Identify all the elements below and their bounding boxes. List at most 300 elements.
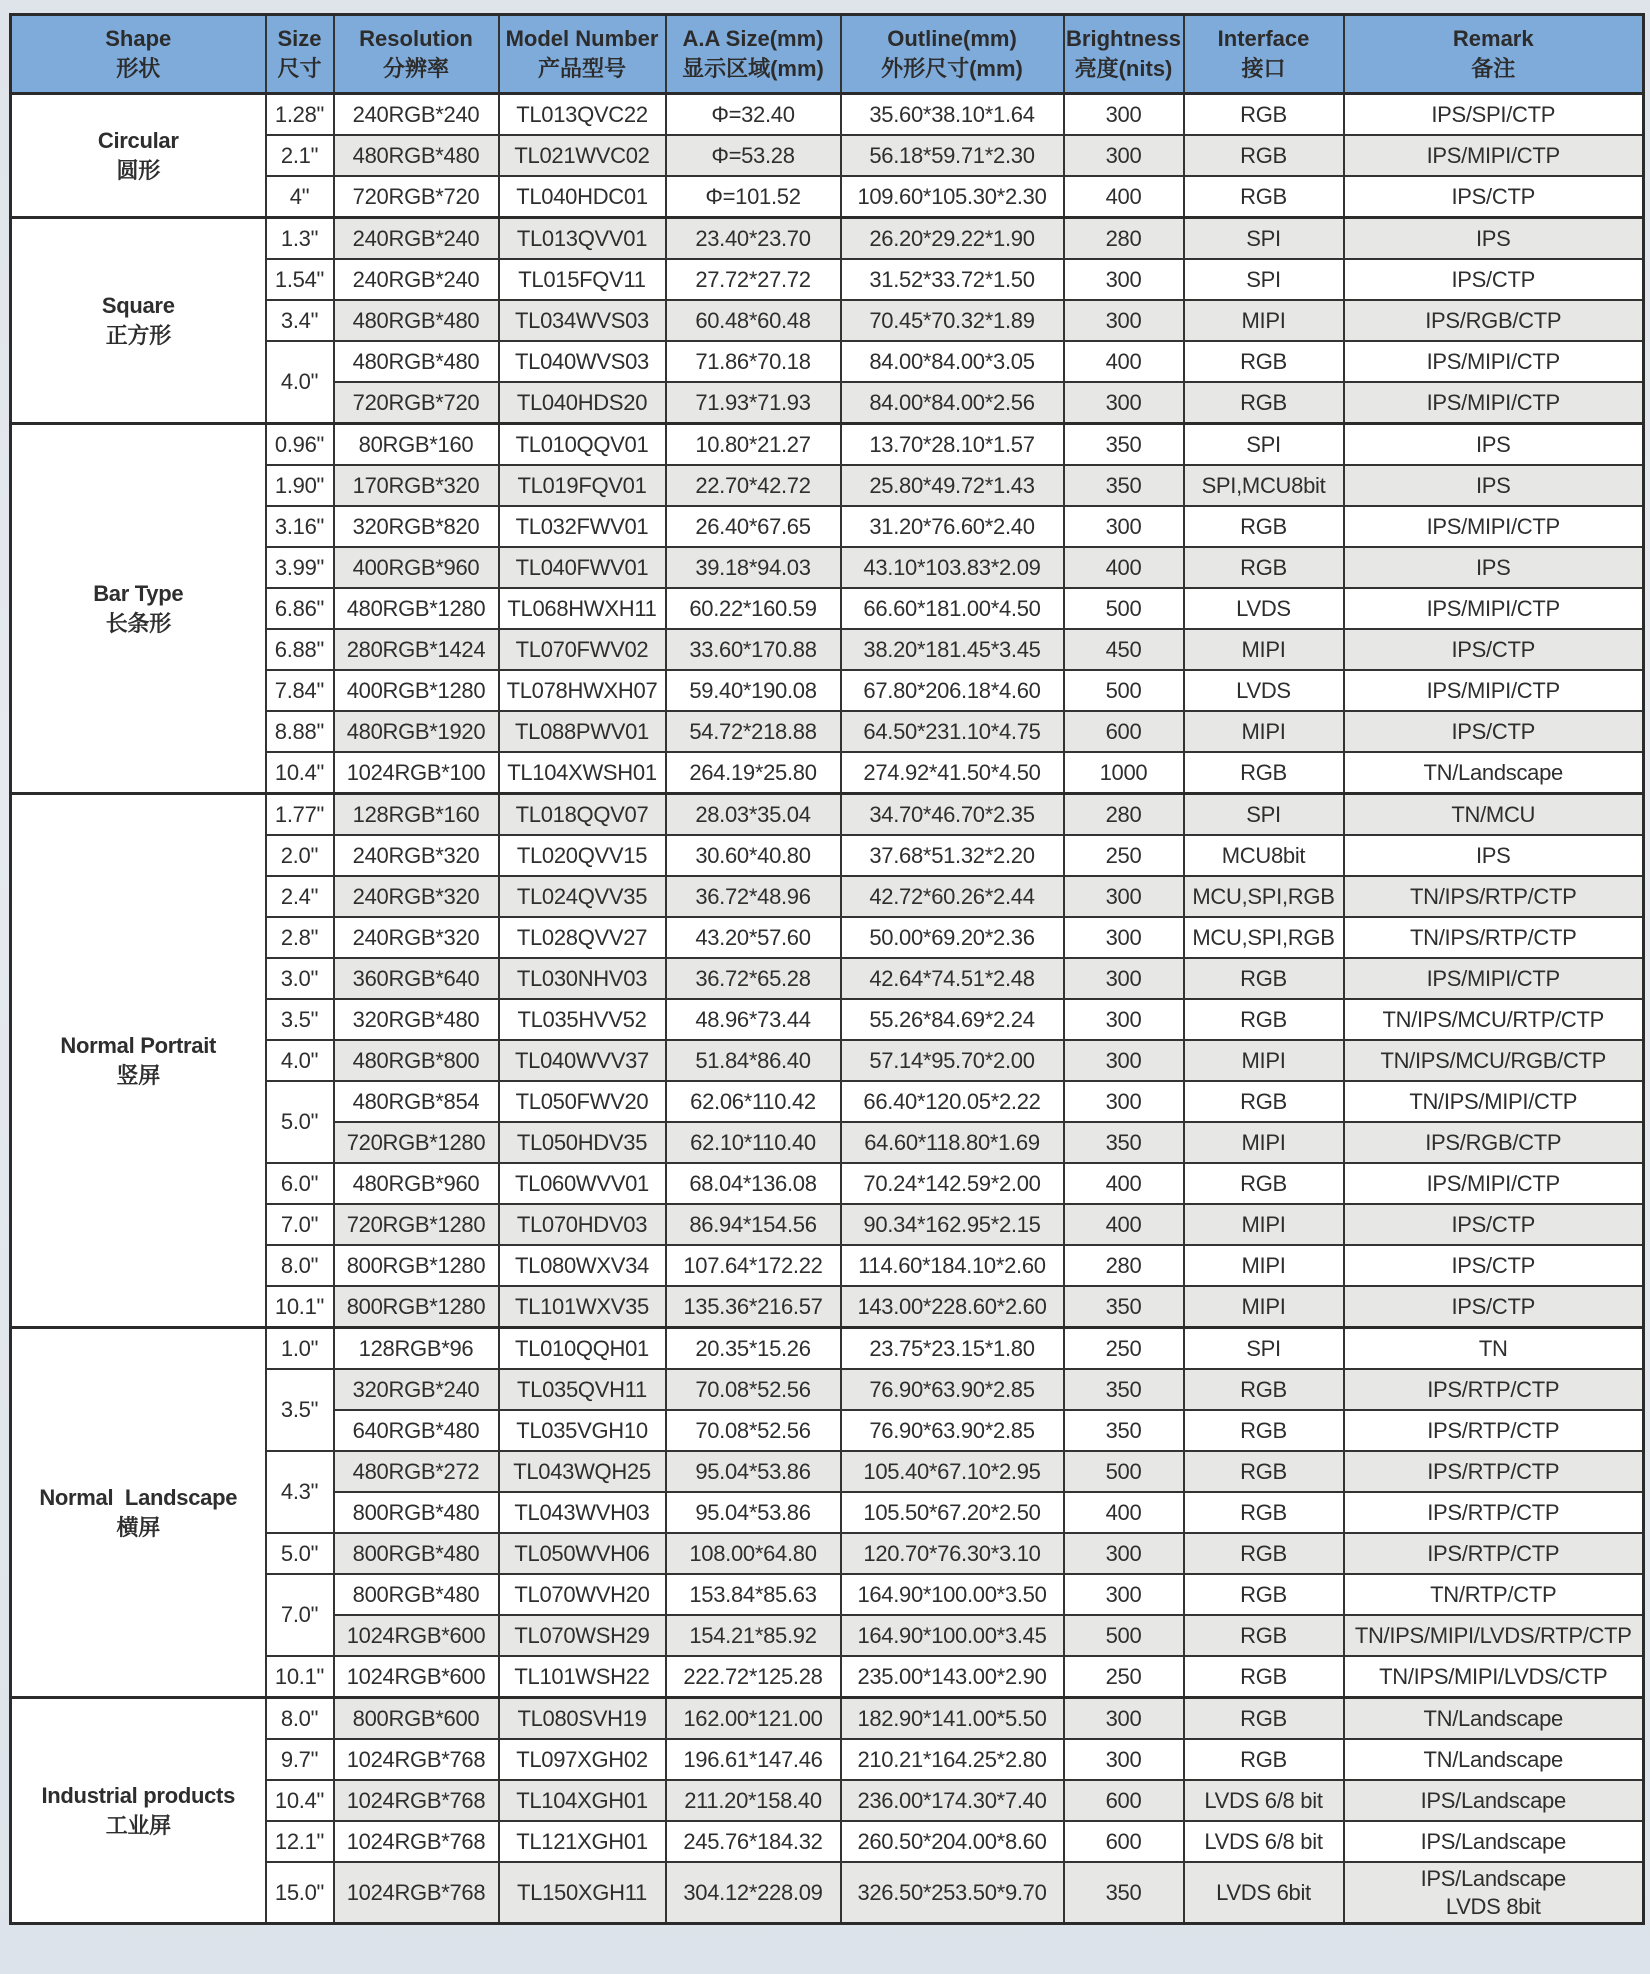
resolution-cell: 80RGB*160: [334, 424, 499, 466]
aa-size-cell: 95.04*53.86: [666, 1451, 841, 1492]
outline-cell: 164.90*100.00*3.50: [841, 1574, 1064, 1615]
aa-size-cell: 153.84*85.63: [666, 1574, 841, 1615]
shape-label-zh: 圆形: [116, 157, 160, 183]
model-number-cell: TL035QVH11: [499, 1369, 666, 1410]
model-number-cell: TL050HDV35: [499, 1122, 666, 1163]
interface-cell: RGB: [1184, 1698, 1344, 1740]
aa-size-cell: 27.72*27.72: [666, 259, 841, 300]
interface-cell: RGB: [1184, 135, 1344, 176]
outline-cell: 235.00*143.00*2.90: [841, 1656, 1064, 1698]
outline-cell: 26.20*29.22*1.90: [841, 218, 1064, 260]
model-number-cell: TL104XWSH01: [499, 752, 666, 794]
brightness-cell: 400: [1064, 547, 1184, 588]
outline-cell: 105.50*67.20*2.50: [841, 1492, 1064, 1533]
resolution-cell: 720RGB*1280: [334, 1122, 499, 1163]
resolution-cell: 480RGB*1280: [334, 588, 499, 629]
remark-cell: IPS/MIPI/CTP: [1344, 958, 1644, 999]
resolution-cell: 800RGB*480: [334, 1574, 499, 1615]
interface-cell: RGB: [1184, 341, 1344, 382]
aa-size-cell: Φ=32.40: [666, 94, 841, 136]
size-cell: 9.7": [266, 1739, 334, 1780]
interface-cell: LVDS 6/8 bit: [1184, 1821, 1344, 1862]
interface-cell: RGB: [1184, 752, 1344, 794]
column-header-label-zh: 外形尺寸(mm): [881, 56, 1023, 81]
shape-label-en: Bar Type: [93, 580, 184, 606]
size-cell: 3.5": [266, 999, 334, 1040]
resolution-cell: 720RGB*720: [334, 382, 499, 424]
remark-cell: IPS/RTP/CTP: [1344, 1533, 1644, 1574]
shape-group-cell: [11, 794, 266, 1328]
size-cell: 1.77": [266, 794, 334, 836]
size-cell: 4.0": [266, 1040, 334, 1081]
shape-group-cell: [11, 1698, 266, 1924]
brightness-cell: 300: [1064, 958, 1184, 999]
brightness-cell: 350: [1064, 1369, 1184, 1410]
column-header-model-number: [499, 15, 666, 94]
brightness-cell: 350: [1064, 1862, 1184, 1924]
model-number-cell: TL013QVC22: [499, 94, 666, 136]
size-cell: 15.0": [266, 1862, 334, 1924]
outline-cell: 90.34*162.95*2.15: [841, 1204, 1064, 1245]
model-number-cell: TL101WXV35: [499, 1286, 666, 1328]
aa-size-cell: 86.94*154.56: [666, 1204, 841, 1245]
aa-size-cell: 70.08*52.56: [666, 1410, 841, 1451]
column-header-label-zh: 形状: [116, 56, 161, 81]
aa-size-cell: 222.72*125.28: [666, 1656, 841, 1698]
brightness-cell: 300: [1064, 382, 1184, 424]
brightness-cell: 500: [1064, 588, 1184, 629]
aa-size-cell: 28.03*35.04: [666, 794, 841, 836]
brightness-cell: 250: [1064, 1656, 1184, 1698]
remark-cell: IPS/SPI/CTP: [1344, 94, 1644, 136]
brightness-cell: 600: [1064, 1780, 1184, 1821]
interface-cell: RGB: [1184, 1533, 1344, 1574]
model-number-cell: TL015FQV11: [499, 259, 666, 300]
outline-cell: 25.80*49.72*1.43: [841, 465, 1064, 506]
brightness-cell: 280: [1064, 1245, 1184, 1286]
remark-cell: TN/IPS/MCU/RGB/CTP: [1344, 1040, 1644, 1081]
column-header-label-zh: 接口: [1241, 56, 1286, 81]
brightness-cell: 350: [1064, 1410, 1184, 1451]
brightness-cell: 300: [1064, 94, 1184, 136]
size-cell: 10.4": [266, 1780, 334, 1821]
remark-cell: TN/IPS/MIPI/CTP: [1344, 1081, 1644, 1122]
outline-cell: 260.50*204.00*8.60: [841, 1821, 1064, 1862]
interface-cell: RGB: [1184, 94, 1344, 136]
aa-size-cell: 68.04*136.08: [666, 1163, 841, 1204]
interface-cell: RGB: [1184, 1081, 1344, 1122]
column-header-label-en: Model Number: [505, 26, 659, 51]
model-number-cell: TL070WSH29: [499, 1615, 666, 1656]
outline-cell: 164.90*100.00*3.45: [841, 1615, 1064, 1656]
size-cell: 1.0": [266, 1328, 334, 1370]
outline-cell: 70.24*142.59*2.00: [841, 1163, 1064, 1204]
brightness-cell: 500: [1064, 1615, 1184, 1656]
brightness-cell: 300: [1064, 1533, 1184, 1574]
brightness-cell: 1000: [1064, 752, 1184, 794]
resolution-cell: 480RGB*1920: [334, 711, 499, 752]
remark-cell: IPS/RGB/CTP: [1344, 300, 1644, 341]
resolution-cell: 1024RGB*100: [334, 752, 499, 794]
resolution-cell: 480RGB*480: [334, 135, 499, 176]
interface-cell: RGB: [1184, 176, 1344, 218]
outline-cell: 13.70*28.10*1.57: [841, 424, 1064, 466]
aa-size-cell: 48.96*73.44: [666, 999, 841, 1040]
remark-cell: IPS/RGB/CTP: [1344, 1122, 1644, 1163]
resolution-cell: 1024RGB*600: [334, 1656, 499, 1698]
brightness-cell: 300: [1064, 1698, 1184, 1740]
outline-cell: 143.00*228.60*2.60: [841, 1286, 1064, 1328]
model-number-cell: TL104XGH01: [499, 1780, 666, 1821]
interface-cell: MIPI: [1184, 629, 1344, 670]
outline-cell: 57.14*95.70*2.00: [841, 1040, 1064, 1081]
resolution-cell: 800RGB*1280: [334, 1286, 499, 1328]
remark-cell: TN/Landscape: [1344, 1739, 1644, 1780]
aa-size-cell: 71.86*70.18: [666, 341, 841, 382]
size-cell: 2.1": [266, 135, 334, 176]
brightness-cell: 350: [1064, 1286, 1184, 1328]
outline-cell: 76.90*63.90*2.85: [841, 1369, 1064, 1410]
table-row: [11, 1328, 1644, 1370]
aa-size-cell: 59.40*190.08: [666, 670, 841, 711]
outline-cell: 38.20*181.45*3.45: [841, 629, 1064, 670]
column-header-label-en: Shape: [105, 26, 172, 51]
model-number-cell: TL050FWV20: [499, 1081, 666, 1122]
outline-cell: 56.18*59.71*2.30: [841, 135, 1064, 176]
aa-size-cell: 22.70*42.72: [666, 465, 841, 506]
size-cell: 3.99": [266, 547, 334, 588]
shape-label-zh: 正方形: [105, 322, 171, 348]
resolution-cell: 128RGB*160: [334, 794, 499, 836]
model-number-cell: TL070HDV03: [499, 1204, 666, 1245]
model-number-cell: TL040FWV01: [499, 547, 666, 588]
brightness-cell: 350: [1064, 1122, 1184, 1163]
interface-cell: RGB: [1184, 1574, 1344, 1615]
outline-cell: 64.50*231.10*4.75: [841, 711, 1064, 752]
aa-size-cell: 43.20*57.60: [666, 917, 841, 958]
model-number-cell: TL040WVV37: [499, 1040, 666, 1081]
aa-size-cell: 23.40*23.70: [666, 218, 841, 260]
resolution-cell: 800RGB*1280: [334, 1245, 499, 1286]
model-number-cell: TL034WVS03: [499, 300, 666, 341]
interface-cell: MIPI: [1184, 1245, 1344, 1286]
brightness-cell: 400: [1064, 1492, 1184, 1533]
resolution-cell: 480RGB*960: [334, 1163, 499, 1204]
shape-label-en: Normal Landscape: [39, 1484, 238, 1510]
aa-size-cell: 10.80*21.27: [666, 424, 841, 466]
column-header-label-en: Interface: [1217, 26, 1310, 51]
model-number-cell: TL013QVV01: [499, 218, 666, 260]
brightness-cell: 600: [1064, 711, 1184, 752]
remark-cell: TN/IPS/MIPI/LVDS/RTP/CTP: [1344, 1615, 1644, 1656]
interface-cell: MCU,SPI,RGB: [1184, 876, 1344, 917]
size-cell: 0.96": [266, 424, 334, 466]
spec-sheet: [9, 13, 1642, 1925]
brightness-cell: 300: [1064, 876, 1184, 917]
outline-cell: 64.60*118.80*1.69: [841, 1122, 1064, 1163]
interface-cell: RGB: [1184, 506, 1344, 547]
interface-cell: RGB: [1184, 1451, 1344, 1492]
resolution-cell: 240RGB*240: [334, 218, 499, 260]
size-cell: 7.84'': [266, 670, 334, 711]
resolution-cell: 360RGB*640: [334, 958, 499, 999]
resolution-cell: 1024RGB*768: [334, 1780, 499, 1821]
brightness-cell: 400: [1064, 1163, 1184, 1204]
model-number-cell: TL078HWXH07: [499, 670, 666, 711]
model-number-cell: TL150XGH11: [499, 1862, 666, 1924]
resolution-cell: 800RGB*600: [334, 1698, 499, 1740]
remark-cell: [1344, 1862, 1644, 1924]
table-header: [11, 15, 1644, 94]
interface-cell: MIPI: [1184, 300, 1344, 341]
model-number-cell: TL010QQH01: [499, 1328, 666, 1370]
aa-size-cell: 107.64*172.22: [666, 1245, 841, 1286]
size-cell: 1.28": [266, 94, 334, 136]
outline-cell: 50.00*69.20*2.36: [841, 917, 1064, 958]
size-cell: 8.0": [266, 1698, 334, 1740]
remark-cell: TN/IPS/RTP/CTP: [1344, 876, 1644, 917]
outline-cell: 66.60*181.00*4.50: [841, 588, 1064, 629]
interface-cell: LVDS 6/8 bit: [1184, 1780, 1344, 1821]
model-number-cell: TL068HWXH11: [499, 588, 666, 629]
aa-size-cell: Φ=53.28: [666, 135, 841, 176]
column-header-label-zh: 尺寸: [277, 56, 322, 81]
column-header-outline: [841, 15, 1064, 94]
interface-cell: MIPI: [1184, 1040, 1344, 1081]
resolution-cell: 400RGB*1280: [334, 670, 499, 711]
column-header-label-zh: 备注: [1471, 56, 1516, 81]
interface-cell: RGB: [1184, 1163, 1344, 1204]
resolution-cell: 1024RGB*768: [334, 1821, 499, 1862]
column-header-label-zh: 分辨率: [382, 56, 449, 81]
aa-size-cell: 36.72*65.28: [666, 958, 841, 999]
remark-cell: IPS/CTP: [1344, 176, 1644, 218]
brightness-cell: 280: [1064, 218, 1184, 260]
brightness-cell: 250: [1064, 835, 1184, 876]
remark-cell: TN/IPS/RTP/CTP: [1344, 917, 1644, 958]
remark-cell: IPS/MIPI/CTP: [1344, 1163, 1644, 1204]
table-row: [11, 94, 1644, 136]
resolution-cell: 800RGB*480: [334, 1492, 499, 1533]
aa-size-cell: 62.06*110.42: [666, 1081, 841, 1122]
remark-cell: IPS/MIPI/CTP: [1344, 382, 1644, 424]
interface-cell: RGB: [1184, 1739, 1344, 1780]
brightness-cell: 280: [1064, 794, 1184, 836]
size-cell: 7.0": [266, 1574, 334, 1656]
size-cell: 10.4": [266, 752, 334, 794]
size-cell: 8.88'': [266, 711, 334, 752]
outline-cell: 109.60*105.30*2.30: [841, 176, 1064, 218]
table-row: [11, 218, 1644, 260]
aa-size-cell: 304.12*228.09: [666, 1862, 841, 1924]
interface-cell: RGB: [1184, 1656, 1344, 1698]
remark-cell: IPS/MIPI/CTP: [1344, 135, 1644, 176]
remark-cell: IPS/Landscape: [1344, 1821, 1644, 1862]
shape-group-cell: [11, 94, 266, 218]
outline-cell: 76.90*63.90*2.85: [841, 1410, 1064, 1451]
table-row: [11, 794, 1644, 836]
column-header-label-en: Outline(mm): [887, 26, 1017, 51]
resolution-cell: 480RGB*800: [334, 1040, 499, 1081]
aa-size-cell: 62.10*110.40: [666, 1122, 841, 1163]
size-cell: 5.0": [266, 1081, 334, 1163]
model-number-cell: TL018QQV07: [499, 794, 666, 836]
model-number-cell: TL021WVC02: [499, 135, 666, 176]
table-row: [11, 1698, 1644, 1740]
column-header-shape: [11, 15, 266, 94]
brightness-cell: 300: [1064, 1574, 1184, 1615]
model-number-cell: TL040HDC01: [499, 176, 666, 218]
remark-cell: IPS/MIPI/CTP: [1344, 341, 1644, 382]
model-number-cell: TL121XGH01: [499, 1821, 666, 1862]
remark-cell: TN/IPS/MIPI/LVDS/CTP: [1344, 1656, 1644, 1698]
resolution-cell: 640RGB*480: [334, 1410, 499, 1451]
model-number-cell: TL040HDS20: [499, 382, 666, 424]
shape-label-zh: 长条形: [105, 610, 171, 636]
outline-cell: 114.60*184.10*2.60: [841, 1245, 1064, 1286]
interface-cell: MIPI: [1184, 1286, 1344, 1328]
brightness-cell: 300: [1064, 1739, 1184, 1780]
model-number-cell: TL060WVV01: [499, 1163, 666, 1204]
aa-size-cell: 154.21*85.92: [666, 1615, 841, 1656]
resolution-cell: 240RGB*320: [334, 917, 499, 958]
aa-size-cell: 30.60*40.80: [666, 835, 841, 876]
outline-cell: 236.00*174.30*7.40: [841, 1780, 1064, 1821]
model-number-cell: TL101WSH22: [499, 1656, 666, 1698]
column-header-label-en: Size: [277, 26, 322, 51]
outline-cell: 34.70*46.70*2.35: [841, 794, 1064, 836]
shape-group-cell: [11, 1328, 266, 1698]
outline-cell: 105.40*67.10*2.95: [841, 1451, 1064, 1492]
resolution-cell: 480RGB*480: [334, 341, 499, 382]
aa-size-cell: 211.20*158.40: [666, 1780, 841, 1821]
size-cell: 5.0": [266, 1533, 334, 1574]
shape-label-zh: 横屏: [116, 1514, 160, 1540]
brightness-cell: 300: [1064, 506, 1184, 547]
remark-cell: IPS/RTP/CTP: [1344, 1410, 1644, 1451]
size-cell: 6.88'': [266, 629, 334, 670]
resolution-cell: 800RGB*480: [334, 1533, 499, 1574]
resolution-cell: 320RGB*820: [334, 506, 499, 547]
aa-size-cell: 264.19*25.80: [666, 752, 841, 794]
resolution-cell: 170RGB*320: [334, 465, 499, 506]
brightness-cell: 300: [1064, 300, 1184, 341]
remark-cell: TN/Landscape: [1344, 752, 1644, 794]
resolution-cell: 400RGB*960: [334, 547, 499, 588]
outline-cell: 42.72*60.26*2.44: [841, 876, 1064, 917]
size-cell: 1.90": [266, 465, 334, 506]
shape-label-zh: 工业屏: [105, 1812, 171, 1838]
remark-cell: IPS/CTP: [1344, 1286, 1644, 1328]
model-number-cell: TL043WVH03: [499, 1492, 666, 1533]
brightness-cell: 250: [1064, 1328, 1184, 1370]
resolution-cell: 480RGB*480: [334, 300, 499, 341]
column-header-label-en: Resolution: [359, 26, 473, 51]
column-header-label-zh: 亮度(nits): [1074, 56, 1173, 81]
model-number-cell: TL050WVH06: [499, 1533, 666, 1574]
shape-label-zh: 竖屏: [116, 1062, 160, 1088]
remark-line: LVDS 8bit: [1445, 1893, 1541, 1919]
aa-size-cell: 51.84*86.40: [666, 1040, 841, 1081]
interface-cell: LVDS: [1184, 588, 1344, 629]
interface-cell: RGB: [1184, 1492, 1344, 1533]
interface-cell: SPI: [1184, 218, 1344, 260]
interface-cell: RGB: [1184, 999, 1344, 1040]
outline-cell: 182.90*141.00*5.50: [841, 1698, 1064, 1740]
remark-cell: IPS/MIPI/CTP: [1344, 588, 1644, 629]
size-cell: 1.3": [266, 218, 334, 260]
outline-cell: 43.10*103.83*2.09: [841, 547, 1064, 588]
shape-label-en: Circular: [97, 127, 179, 153]
interface-cell: MIPI: [1184, 1122, 1344, 1163]
brightness-cell: 300: [1064, 1081, 1184, 1122]
outline-cell: 70.45*70.32*1.89: [841, 300, 1064, 341]
resolution-cell: 480RGB*854: [334, 1081, 499, 1122]
column-header-aa-size: [666, 15, 841, 94]
size-cell: 4": [266, 176, 334, 218]
resolution-cell: 720RGB*1280: [334, 1204, 499, 1245]
model-number-cell: TL070FWV02: [499, 629, 666, 670]
resolution-cell: 280RGB*1424: [334, 629, 499, 670]
aa-size-cell: 108.00*64.80: [666, 1533, 841, 1574]
resolution-cell: 240RGB*240: [334, 94, 499, 136]
shape-label-en: Square: [101, 292, 175, 318]
aa-size-cell: 60.22*160.59: [666, 588, 841, 629]
interface-cell: SPI: [1184, 424, 1344, 466]
size-cell: 10.1": [266, 1656, 334, 1698]
size-cell: 3.5": [266, 1369, 334, 1451]
column-header-interface: [1184, 15, 1344, 94]
outline-cell: 35.60*38.10*1.64: [841, 94, 1064, 136]
size-cell: 6.86": [266, 588, 334, 629]
resolution-cell: 240RGB*240: [334, 259, 499, 300]
model-number-cell: TL070WVH20: [499, 1574, 666, 1615]
model-number-cell: TL032FWV01: [499, 506, 666, 547]
interface-cell: SPI: [1184, 794, 1344, 836]
resolution-cell: 128RGB*96: [334, 1328, 499, 1370]
size-cell: 12.1": [266, 1821, 334, 1862]
outline-cell: 31.20*76.60*2.40: [841, 506, 1064, 547]
model-number-cell: TL088PWV01: [499, 711, 666, 752]
remark-cell: IPS: [1344, 835, 1644, 876]
column-header-label-zh: 产品型号: [537, 56, 626, 81]
remark-cell: IPS/CTP: [1344, 711, 1644, 752]
remark-cell: IPS/CTP: [1344, 1204, 1644, 1245]
resolution-cell: 320RGB*480: [334, 999, 499, 1040]
outline-cell: 31.52*33.72*1.50: [841, 259, 1064, 300]
interface-cell: SPI: [1184, 259, 1344, 300]
aa-size-cell: Φ=101.52: [666, 176, 841, 218]
aa-size-cell: 245.76*184.32: [666, 1821, 841, 1862]
brightness-cell: 350: [1064, 465, 1184, 506]
brightness-cell: 450: [1064, 629, 1184, 670]
interface-cell: RGB: [1184, 1410, 1344, 1451]
brightness-cell: 300: [1064, 917, 1184, 958]
model-number-cell: TL020QVV15: [499, 835, 666, 876]
remark-cell: TN/IPS/MCU/RTP/CTP: [1344, 999, 1644, 1040]
model-number-cell: TL035VGH10: [499, 1410, 666, 1451]
outline-cell: 23.75*23.15*1.80: [841, 1328, 1064, 1370]
size-cell: 8.0": [266, 1245, 334, 1286]
brightness-cell: 400: [1064, 176, 1184, 218]
remark-cell: TN: [1344, 1328, 1644, 1370]
model-number-cell: TL019FQV01: [499, 465, 666, 506]
interface-cell: RGB: [1184, 382, 1344, 424]
model-number-cell: TL040WVS03: [499, 341, 666, 382]
model-number-cell: TL010QQV01: [499, 424, 666, 466]
column-header-label-en: Remark: [1452, 26, 1534, 51]
table-row: [11, 424, 1644, 466]
